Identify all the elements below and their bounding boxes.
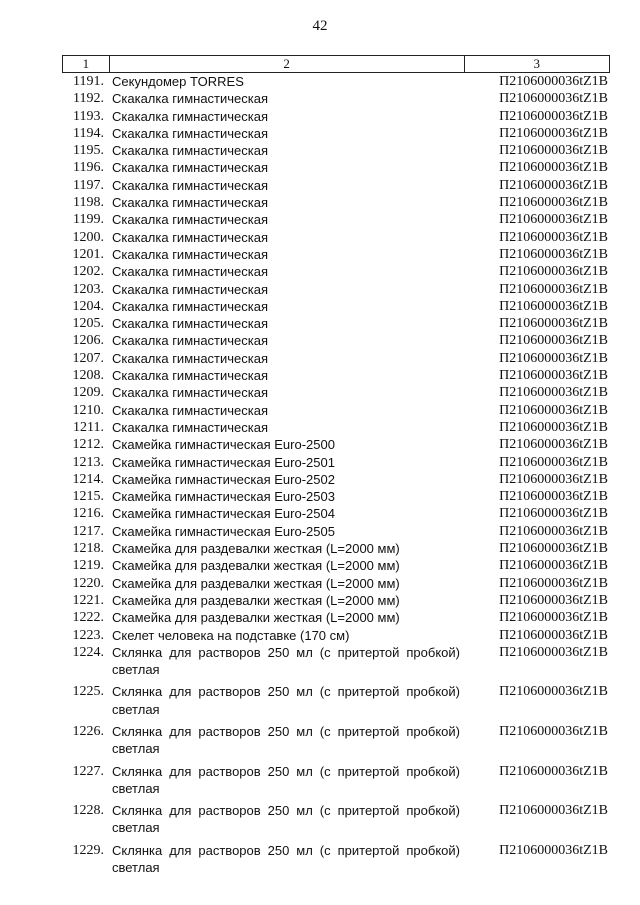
item-name: Скакалка гимнастическая xyxy=(112,212,269,228)
item-code: П2106000036tZ1B xyxy=(499,592,608,608)
item-name: Скамейка гимнастическая Euro-2504 xyxy=(112,506,335,522)
item-name: Скакалка гимнастическая xyxy=(112,350,269,366)
row-number: 1225. xyxy=(72,684,104,700)
item-name: Скамейка гимнастическая Euro-2500 xyxy=(112,437,335,453)
row-number: 1198. xyxy=(73,195,104,211)
table-row xyxy=(62,125,610,142)
item-name: Склянка для растворов 250 мл (с притертой пробкой) светлая xyxy=(112,644,460,678)
row-number: 1226. xyxy=(72,723,104,739)
item-name: Скакалка гимнастическая xyxy=(112,246,269,262)
item-name: Скакалка гимнастическая xyxy=(112,195,269,211)
table-row xyxy=(62,540,610,557)
item-name: Скамейка для раздевалки жесткая (L=2000 мм) xyxy=(112,610,400,626)
row-number: 1191. xyxy=(73,74,104,89)
item-code: П2106000036tZ1B xyxy=(499,91,608,107)
table-row xyxy=(62,644,610,679)
column-header-2: 2 xyxy=(110,56,465,72)
item-code: П2106000036tZ1B xyxy=(499,842,608,858)
inventory-table xyxy=(62,55,610,881)
table-body xyxy=(62,73,610,881)
row-number: 1223. xyxy=(72,627,104,643)
table-row xyxy=(62,90,610,107)
row-number: 1219. xyxy=(72,558,104,574)
row-number: 1216. xyxy=(72,506,104,522)
item-code: П2106000036tZ1B xyxy=(499,195,608,211)
table-row xyxy=(62,73,610,90)
row-number: 1205. xyxy=(72,316,104,332)
item-code: П2106000036tZ1B xyxy=(499,419,608,435)
table-header xyxy=(62,55,610,73)
row-number: 1210. xyxy=(72,402,104,418)
item-code: П2106000036tZ1B xyxy=(499,627,608,643)
table-row xyxy=(62,332,610,349)
item-name: Скамейка гимнастическая Euro-2501 xyxy=(112,454,335,470)
row-number: 1227. xyxy=(72,763,104,779)
item-code: П2106000036tZ1B xyxy=(499,177,608,193)
table-row xyxy=(62,419,610,436)
table-row xyxy=(62,454,610,471)
row-number: 1200. xyxy=(72,229,104,245)
item-name: Скакалка гимнастическая xyxy=(112,316,269,332)
row-number: 1212. xyxy=(72,437,104,453)
table-row xyxy=(62,315,610,332)
table-row xyxy=(62,281,610,298)
item-name: Скамейка для раздевалки жесткая (L=2000 мм) xyxy=(112,592,400,608)
item-code: П2106000036tZ1B xyxy=(499,489,608,505)
row-number: 1209. xyxy=(72,385,104,401)
row-number: 1204. xyxy=(72,298,104,314)
page-number: 42 xyxy=(312,18,328,34)
item-code: П2106000036tZ1B xyxy=(499,316,608,332)
table-row xyxy=(62,609,610,626)
item-code: П2106000036tZ1B xyxy=(499,368,608,384)
row-number: 1201. xyxy=(72,246,104,262)
item-name: Скакалка гимнастическая xyxy=(112,160,269,176)
row-number: 1229. xyxy=(72,842,104,858)
table-row xyxy=(62,194,610,211)
row-number: 1215. xyxy=(72,489,104,505)
table-row xyxy=(62,436,610,453)
item-name: Секундомер TORRES xyxy=(112,74,244,89)
row-number: 1199. xyxy=(73,212,104,228)
item-name: Скелет человека на подставке (170 см) xyxy=(112,627,350,643)
item-name: Скакалка гимнастическая xyxy=(112,281,269,297)
item-code: П2106000036tZ1B xyxy=(499,454,608,470)
item-code: П2106000036tZ1B xyxy=(499,229,608,245)
item-code: П2106000036tZ1B xyxy=(499,298,608,314)
table-row xyxy=(62,384,610,401)
table-row xyxy=(62,246,610,263)
item-name: Скакалка гимнастическая xyxy=(112,177,269,193)
item-name: Скакалка гимнастическая xyxy=(112,229,269,245)
table-row xyxy=(62,683,610,718)
item-name: Скакалка гимнастическая xyxy=(112,385,269,401)
row-number: 1217. xyxy=(72,523,104,539)
item-name: Скакалка гимнастическая xyxy=(112,91,269,107)
item-name: Скамейка гимнастическая Euro-2502 xyxy=(112,471,335,487)
item-name: Склянка для растворов 250 мл (с притертой пробкой) светлая xyxy=(112,803,460,836)
item-code: П2106000036tZ1B xyxy=(499,723,608,739)
item-name: Склянка для растворов 250 мл (с притертой пробкой) светлая xyxy=(112,763,460,796)
table-row xyxy=(62,557,610,574)
table-row xyxy=(62,177,610,194)
item-code: П2106000036tZ1B xyxy=(499,803,608,819)
item-code: П2106000036tZ1B xyxy=(499,333,608,349)
table-row xyxy=(62,627,610,644)
item-name: Скакалка гимнастическая xyxy=(112,419,269,435)
item-name: Скамейка для раздевалки жесткая (L=2000 мм) xyxy=(112,558,400,574)
item-code: П2106000036tZ1B xyxy=(499,541,608,557)
item-code: П2106000036tZ1B xyxy=(499,281,608,297)
row-number: 1193. xyxy=(73,108,104,124)
row-number: 1207. xyxy=(72,350,104,366)
item-code: П2106000036tZ1B xyxy=(499,402,608,418)
row-number: 1203. xyxy=(72,281,104,297)
table-row xyxy=(62,471,610,488)
item-code: П2106000036tZ1B xyxy=(499,125,608,141)
item-name: Скакалка гимнастическая xyxy=(112,402,269,418)
item-name: Скакалка гимнастическая xyxy=(112,298,269,314)
item-code: П2106000036tZ1B xyxy=(499,350,608,366)
item-code: П2106000036tZ1B xyxy=(499,558,608,574)
item-code: П2106000036tZ1B xyxy=(499,523,608,539)
table-row xyxy=(62,723,610,758)
table-row xyxy=(62,575,610,592)
table-row xyxy=(62,763,610,798)
item-code: П2106000036tZ1B xyxy=(499,644,608,660)
item-name: Скамейка для раздевалки жесткая (L=2000 мм) xyxy=(112,541,400,557)
item-code: П2106000036tZ1B xyxy=(499,108,608,124)
column-header-1: 1 xyxy=(63,56,110,72)
row-number: 1213. xyxy=(72,454,104,470)
row-number: 1197. xyxy=(73,177,104,193)
table-row xyxy=(62,142,610,159)
row-number: 1228. xyxy=(72,803,104,819)
item-code: П2106000036tZ1B xyxy=(499,684,608,700)
row-number: 1220. xyxy=(72,575,104,591)
row-number: 1218. xyxy=(72,541,104,557)
item-name: Скамейка гимнастическая Euro-2505 xyxy=(112,523,335,539)
item-name: Скакалка гимнастическая xyxy=(112,108,269,124)
item-code: П2106000036tZ1B xyxy=(499,246,608,262)
item-name: Скакалка гимнастическая xyxy=(112,125,269,141)
table-row xyxy=(62,108,610,125)
row-number: 1206. xyxy=(72,333,104,349)
row-spacer xyxy=(62,876,610,881)
item-name: Скакалка гимнастическая xyxy=(112,368,269,384)
item-name: Склянка для растворов 250 мл (с притертой пробкой) светлая xyxy=(112,842,460,876)
table-row xyxy=(62,842,610,877)
column-header-3: 3 xyxy=(465,56,610,72)
table-row xyxy=(62,505,610,522)
row-number: 1208. xyxy=(72,368,104,384)
row-number: 1196. xyxy=(73,160,104,176)
table-row xyxy=(62,802,610,837)
table-row xyxy=(62,229,610,246)
item-name: Скамейка гимнастическая Euro-2503 xyxy=(112,489,335,505)
item-code: П2106000036tZ1B xyxy=(499,385,608,401)
item-code: П2106000036tZ1B xyxy=(499,763,608,779)
table-row xyxy=(62,211,610,228)
item-code: П2106000036tZ1B xyxy=(499,74,608,89)
item-code: П2106000036tZ1B xyxy=(499,264,608,280)
table-row xyxy=(62,298,610,315)
table-row xyxy=(62,402,610,419)
item-code: П2106000036tZ1B xyxy=(499,506,608,522)
row-number: 1224. xyxy=(72,644,104,660)
item-code: П2106000036tZ1B xyxy=(499,575,608,591)
row-number: 1222. xyxy=(72,610,104,626)
table-row xyxy=(62,523,610,540)
row-number: 1192. xyxy=(73,91,104,107)
item-name: Склянка для растворов 250 мл (с притертой пробкой) светлая xyxy=(112,723,460,757)
item-code: П2106000036tZ1B xyxy=(499,471,608,487)
row-number: 1194. xyxy=(73,125,104,141)
item-code: П2106000036tZ1B xyxy=(499,143,608,159)
item-name: Скамейка для раздевалки жесткая (L=2000 мм) xyxy=(112,575,400,591)
table-row xyxy=(62,263,610,280)
item-code: П2106000036tZ1B xyxy=(499,610,608,626)
row-number: 1214. xyxy=(72,471,104,487)
item-code: П2106000036tZ1B xyxy=(499,160,608,176)
row-number: 1202. xyxy=(72,264,104,280)
item-name: Скакалка гимнастическая xyxy=(112,333,269,349)
row-number: 1221. xyxy=(72,592,104,608)
item-name: Скакалка гимнастическая xyxy=(112,143,269,159)
item-code: П2106000036tZ1B xyxy=(499,212,608,228)
table-row xyxy=(62,159,610,176)
item-code: П2106000036tZ1B xyxy=(499,437,608,453)
row-number: 1195. xyxy=(73,143,104,159)
table-row xyxy=(62,350,610,367)
row-number: 1211. xyxy=(73,419,104,435)
table-row xyxy=(62,488,610,505)
table-row xyxy=(62,592,610,609)
item-name: Склянка для растворов 250 мл (с притертой пробкой) светлая xyxy=(112,684,460,717)
item-name: Скакалка гимнастическая xyxy=(112,264,269,280)
table-row xyxy=(62,367,610,384)
